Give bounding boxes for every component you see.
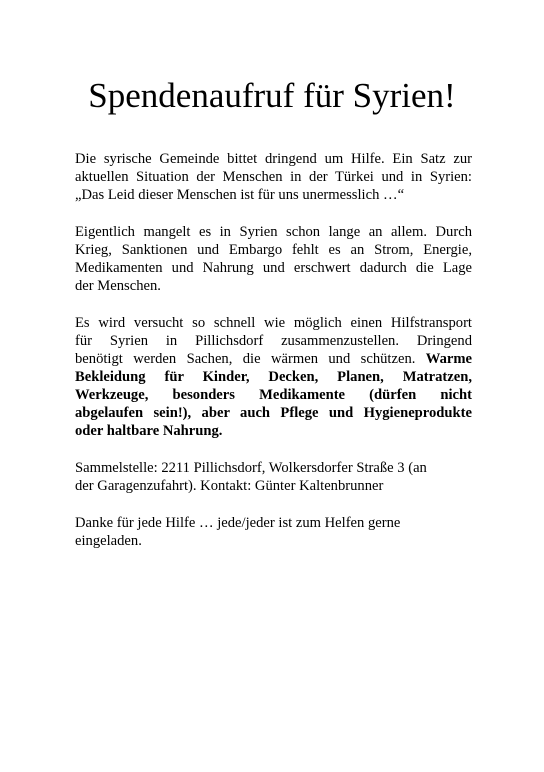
text-line: der Garagenzufahrt). Kontakt: Günter Kaltenbrunner <box>75 478 384 494</box>
bold-text-segment: Warme <box>425 351 472 367</box>
paragraph-collection-point <box>75 459 472 495</box>
text-segment: benötigt werden Sachen, die wärmen und schützen. <box>75 351 416 367</box>
text-line: „Das Leid dieser Menschen ist für uns unermesslich …“ <box>75 187 405 203</box>
text-line: der Menschen. <box>75 278 161 294</box>
text-line: Krieg, Sanktionen und Embargo fehlt es an Strom, Energie, <box>75 242 472 258</box>
page-title: Spendenaufruf für Syrien! <box>88 76 456 115</box>
text-line: eingeladen. <box>75 533 142 549</box>
paragraph-intro <box>75 150 472 204</box>
bold-text-line: abgelaufen sein!), aber auch Pflege und Hygieneprodukte <box>75 405 472 421</box>
paragraph-thanks <box>75 514 472 550</box>
bold-text-line: oder haltbare Nahrung. <box>75 423 223 439</box>
bold-text-line: Bekleidung für Kinder, Decken, Planen, Matratzen, <box>75 369 472 385</box>
text-line: für Syrien in Pillichsdorf zusammenzustellen. Dringend <box>75 333 472 349</box>
text-line: Es wird versucht so schnell wie möglich einen Hilfstransport <box>75 315 472 331</box>
text-line: Medikamenten und Nahrung und erschwert dadurch die Lage <box>75 260 472 276</box>
paragraph-transport <box>75 314 472 440</box>
text-line <box>75 350 472 368</box>
text-line: aktuellen Situation der Menschen in der Türkei und in Syrien: <box>75 169 472 185</box>
text-line: Sammelstelle: 2211 Pillichsdorf, Wolkersdorfer Straße 3 (an <box>75 460 427 476</box>
paragraph-situation <box>75 223 472 295</box>
text-line: Eigentlich mangelt es in Syrien schon lange an allem. Durch <box>75 224 472 240</box>
text-line: Die syrische Gemeinde bittet dringend um Hilfe. Ein Satz zur <box>75 151 472 167</box>
text-line: Danke für jede Hilfe … jede/jeder ist zum Helfen gerne <box>75 515 401 531</box>
bold-text-line: Werkzeuge, besonders Medikamente (dürfen nicht <box>75 387 472 403</box>
document-body <box>75 150 472 569</box>
